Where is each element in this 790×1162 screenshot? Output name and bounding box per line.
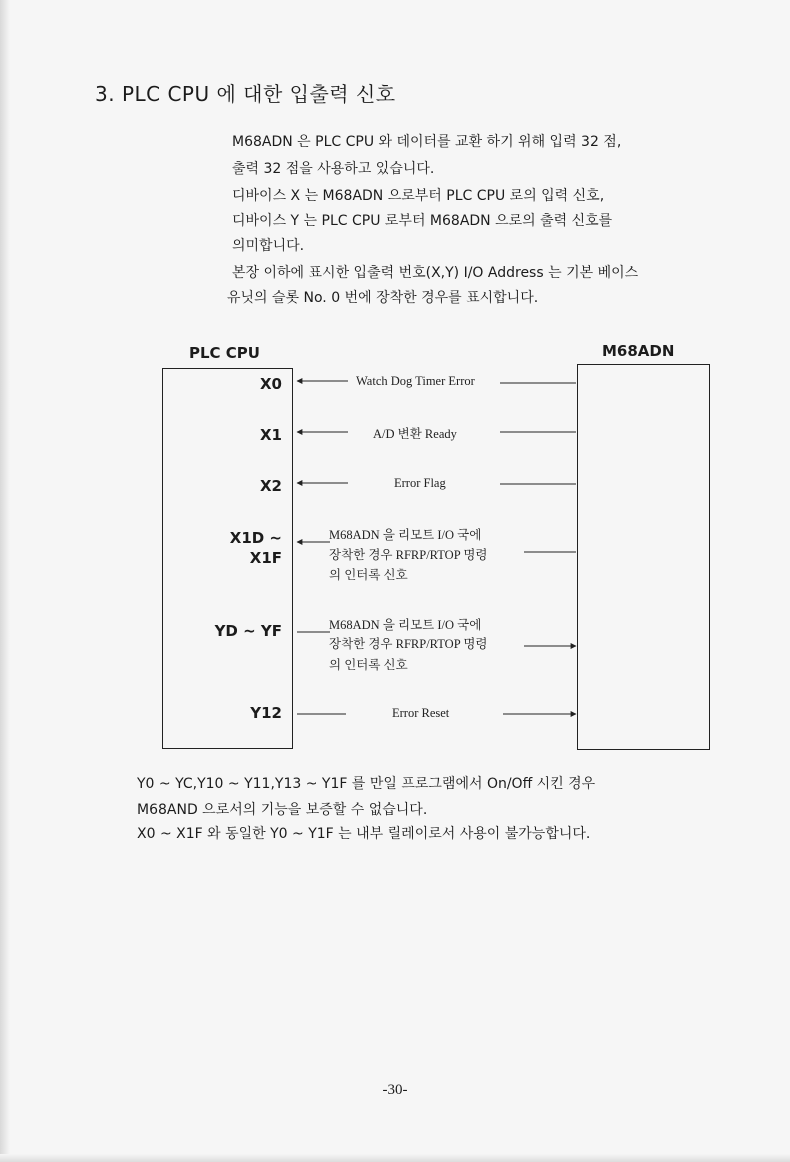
device-label-x1d: X1D ~	[229, 529, 282, 547]
plc-cpu-title: PLC CPU	[189, 344, 260, 362]
page-number: -30-	[382, 1082, 408, 1098]
device-label-yd-yf: YD ~ YF	[214, 622, 282, 640]
signal-desc-yd-line1: M68ADN 을 리모트 I/O 국에	[329, 618, 482, 632]
signal-desc-x0: Watch Dog Timer Error	[356, 374, 475, 388]
signal-desc-x1d-line2: 장착한 경우 RFRP/RTOP 명령	[329, 548, 488, 562]
intro-line: 유닛의 슬롯 No. 0 번에 장착한 경우를 표시합니다.	[227, 290, 539, 306]
note-line: M68AND 으로서의 기능을 보증할 수 없습니다.	[137, 802, 428, 818]
signal-desc-x2: Error Flag	[394, 476, 446, 490]
signal-desc-x1d-line3: 의 인터록 신호	[329, 568, 408, 582]
note-line: X0 ~ X1F 와 동일한 Y0 ~ Y1F 는 내부 릴레이로서 사용이 불가능합니다.	[137, 826, 591, 842]
intro-line: 디바이스 Y 는 PLC CPU 로부터 M68ADN 으로의 출력 신호를	[232, 213, 613, 229]
note-line: Y0 ~ YC,Y10 ~ Y11,Y13 ~ Y1F 를 만일 프로그램에서 On/Off 시킨 경우	[137, 776, 596, 792]
signal-desc-yd-line3: 의 인터록 신호	[329, 658, 408, 672]
signal-desc-yd-line2: 장착한 경우 RFRP/RTOP 명령	[329, 637, 488, 651]
device-label-x1f: X1F	[249, 549, 282, 567]
intro-line: 본장 이하에 표시한 입출력 번호(X,Y) I/O Address 는 기본 베이스	[232, 265, 639, 281]
section-heading: 3. PLC CPU 에 대한 입출력 신호	[95, 82, 396, 106]
intro-line: 디바이스 X 는 M68ADN 으로부터 PLC CPU 로의 입력 신호,	[232, 188, 605, 204]
m68adn-title: M68ADN	[602, 342, 675, 360]
signal-desc-x1: A/D 변환 Ready	[373, 427, 457, 441]
device-label-y12: Y12	[250, 704, 282, 722]
intro-line: 의미합니다.	[232, 238, 305, 254]
signal-desc-y12: Error Reset	[392, 706, 450, 720]
device-label-x2: X2	[259, 477, 282, 495]
signal-desc-x1d-line1: M68ADN 을 리모트 I/O 국에	[329, 528, 482, 542]
intro-line: M68ADN 은 PLC CPU 와 데이터를 교환 하기 위해 입력 32 점,	[232, 134, 622, 150]
device-label-x1: X1	[259, 426, 282, 444]
device-label-x0: X0	[259, 375, 282, 393]
intro-line: 출력 32 점을 사용하고 있습니다.	[232, 161, 435, 177]
